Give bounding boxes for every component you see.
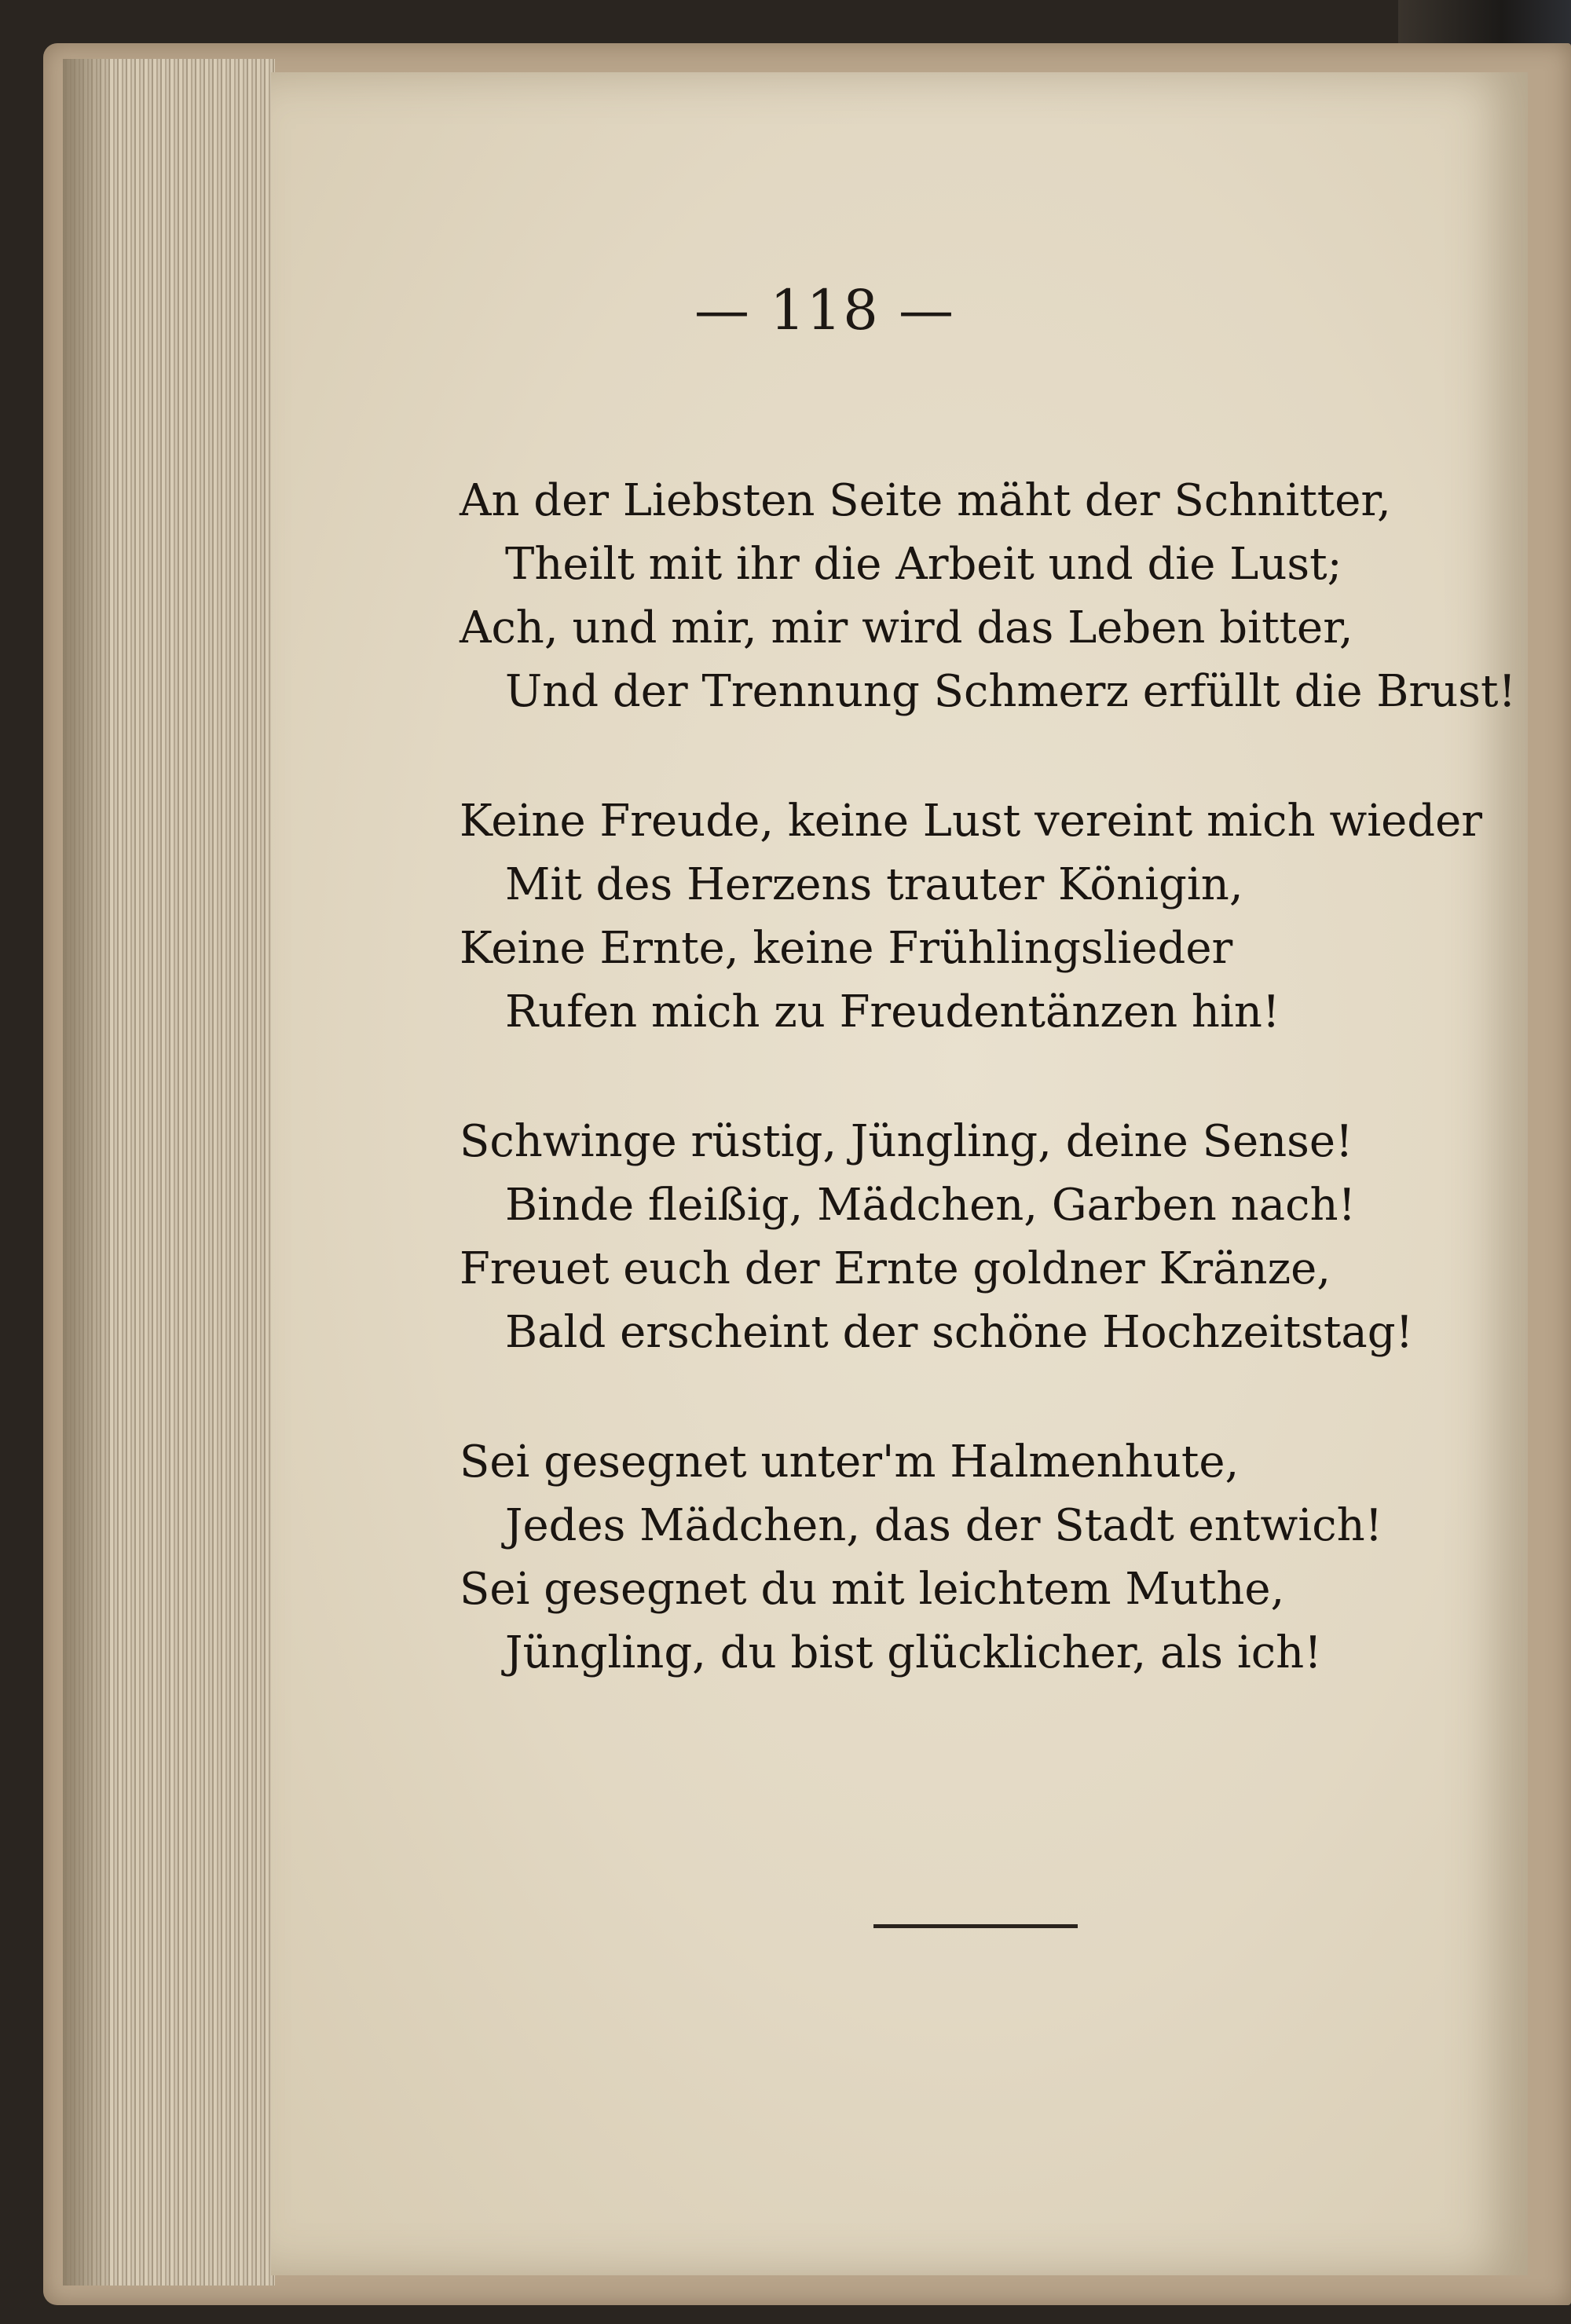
poem-line: Und der Trennung Schmerz erfüllt die Brust!	[505, 666, 1517, 717]
poem-line: Binde fleißig, Mädchen, Garben nach!	[505, 1180, 1357, 1231]
page-edges	[63, 59, 275, 2286]
poem-line: Bald erscheint der schöne Hochzeitstag!	[505, 1307, 1414, 1358]
stanza	[460, 1430, 1528, 1685]
poem-line: Schwinge rüstig, Jüngling, deine Sense!	[460, 1116, 1353, 1167]
stanza	[460, 789, 1528, 1044]
stanza	[460, 469, 1528, 723]
page-number: — 118 —	[694, 278, 956, 342]
poem-line: Sei gesegnet du mit leichtem Muthe,	[460, 1564, 1285, 1615]
poem-line: Rufen mich zu Freudentänzen hin!	[505, 986, 1280, 1038]
poem	[460, 469, 1528, 1751]
end-rule	[873, 1924, 1078, 1928]
book-page	[271, 72, 1528, 2275]
poem-line: Ach, und mir, mir wird das Leben bitter,	[460, 602, 1353, 653]
poem-line: An der Liebsten Seite mäht der Schnitter,	[460, 475, 1391, 526]
poem-line: Mit des Herzens trauter Königin,	[505, 859, 1243, 910]
stanza	[460, 1110, 1528, 1364]
poem-line: Jedes Mädchen, das der Stadt entwich!	[505, 1500, 1383, 1551]
poem-line: Theilt mit ihr die Arbeit und die Lust;	[505, 539, 1342, 590]
poem-line: Freuet euch der Ernte goldner Kränze,	[460, 1243, 1331, 1294]
poem-line: Keine Freude, keine Lust vereint mich wieder	[460, 796, 1483, 847]
poem-line: Keine Ernte, keine Frühlingslieder	[460, 923, 1233, 974]
poem-line: Sei gesegnet unter'm Halmenhute,	[460, 1436, 1240, 1488]
poem-line: Jüngling, du bist glücklicher, als ich!	[505, 1627, 1322, 1678]
